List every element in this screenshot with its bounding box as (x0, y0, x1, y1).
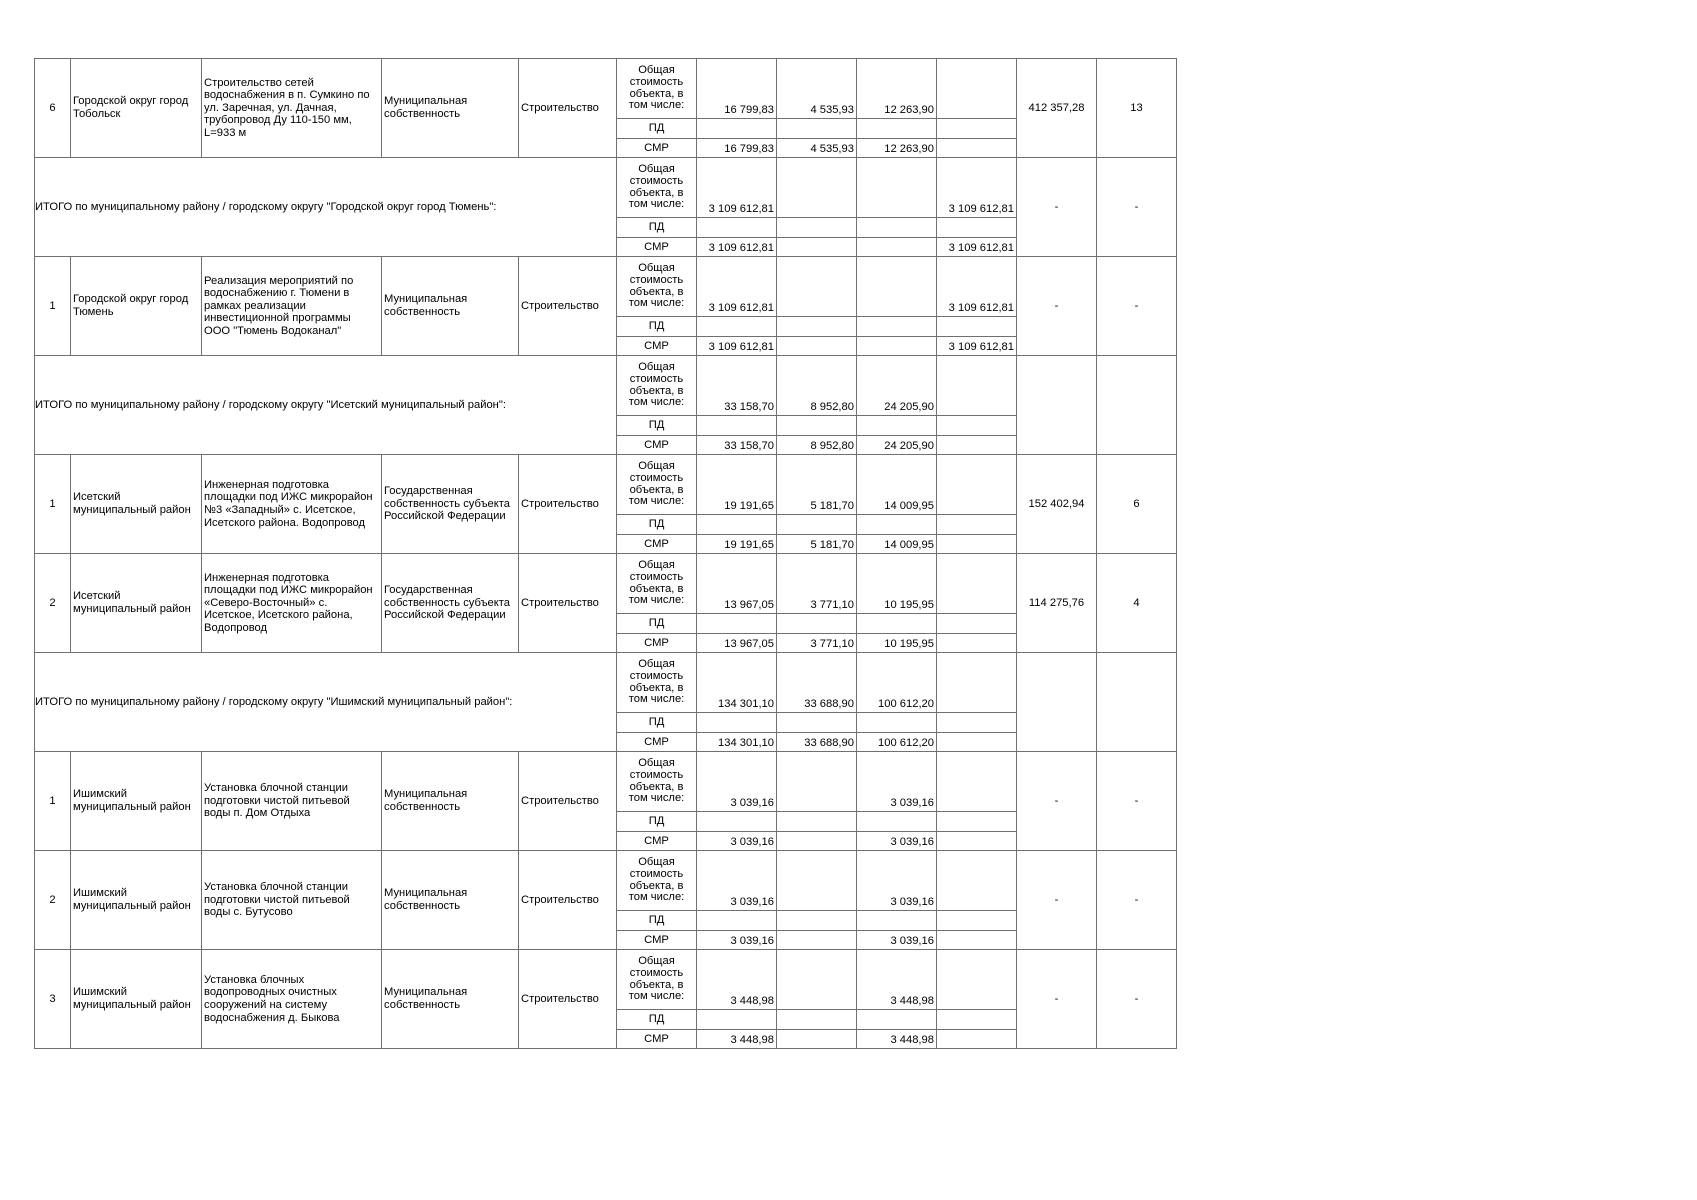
amount-cell: 5 181,70 (777, 535, 857, 554)
capacity-value: - (1017, 950, 1097, 1049)
amount-cell: 3 039,16 (697, 752, 777, 812)
amount-cell: 24 205,90 (857, 436, 937, 455)
amount-cell (777, 851, 857, 911)
cost-label-smr: СМР (617, 139, 697, 158)
amount-cell (777, 238, 857, 257)
amount-cell (937, 653, 1017, 713)
amount-cell (857, 337, 937, 356)
amount-cell (937, 1030, 1017, 1049)
cost-label-total: Общая стоимость объекта, в том числе: (617, 356, 697, 416)
amount-cell (697, 119, 777, 139)
amount-cell (937, 812, 1017, 832)
amount-cell (937, 416, 1017, 436)
amount-cell (937, 713, 1017, 733)
amount-cell (937, 436, 1017, 455)
cost-label-smr: СМР (617, 931, 697, 950)
amount-cell (937, 535, 1017, 554)
cost-label-pd: ПД (617, 317, 697, 337)
amount-cell (937, 139, 1017, 158)
amount-cell (857, 158, 937, 218)
amount-cell (697, 911, 777, 931)
amount-cell: 3 039,16 (857, 931, 937, 950)
count-value (1097, 356, 1177, 455)
amount-cell (777, 416, 857, 436)
cost-label-smr: СМР (617, 436, 697, 455)
cost-label-smr: СМР (617, 634, 697, 653)
cost-label-smr: СМР (617, 1030, 697, 1049)
amount-cell: 3 039,16 (857, 752, 937, 812)
amount-cell: 3 109 612,81 (697, 238, 777, 257)
amount-cell (777, 218, 857, 238)
amount-cell: 3 771,10 (777, 554, 857, 614)
count-value: - (1097, 158, 1177, 257)
amount-cell (937, 911, 1017, 931)
cost-label-pd: ПД (617, 515, 697, 535)
municipality-name: Ишимский муниципальный район (71, 950, 202, 1049)
table-row (35, 950, 1177, 1010)
amount-cell (777, 337, 857, 356)
amount-cell: 4 535,93 (777, 139, 857, 158)
total-row (35, 158, 1177, 218)
amount-cell: 14 009,95 (857, 455, 937, 515)
amount-cell: 3 039,16 (857, 851, 937, 911)
count-value: 6 (1097, 455, 1177, 554)
capacity-value: - (1017, 851, 1097, 950)
work-type: Строительство (519, 851, 617, 950)
object-title: Инженерная подготовка площадки под ИЖС микрорайон №3 «Западный» с. Исетское, Исетского района. Водопровод (202, 455, 382, 554)
cost-label-smr: СМР (617, 337, 697, 356)
count-value (1097, 653, 1177, 752)
amount-cell: 3 448,98 (857, 1030, 937, 1049)
cost-label-total: Общая стоимость объекта, в том числе: (617, 158, 697, 218)
amount-cell: 12 263,90 (857, 59, 937, 119)
amount-cell: 134 301,10 (697, 733, 777, 752)
row-number: 1 (35, 257, 71, 356)
amount-cell (777, 1030, 857, 1049)
municipality-name: Городской округ город Тобольск (71, 59, 202, 158)
cost-label-total: Общая стоимость объекта, в том числе: (617, 554, 697, 614)
municipality-name: Ишимский муниципальный район (71, 752, 202, 851)
amount-cell (937, 59, 1017, 119)
total-label: ИТОГО по муниципальному району / городскому округу "Ишимский муниципальный район": (35, 653, 617, 752)
amount-cell (857, 911, 937, 931)
ownership-type: Государственная собственность субъекта Российской Федерации (382, 455, 519, 554)
amount-cell: 33 688,90 (777, 733, 857, 752)
object-title: Установка блочной станции подготовки чистой питьевой воды с. Бутусово (202, 851, 382, 950)
amount-cell (777, 950, 857, 1010)
object-title: Строительство сетей водоснабжения в п. Сумкино по ул. Заречная, ул. Дачная, трубопровод Ду 110-150 мм, L=933 м (202, 59, 382, 158)
cost-label-total: Общая стоимость объекта, в том числе: (617, 950, 697, 1010)
amount-cell (857, 317, 937, 337)
amount-cell (777, 752, 857, 812)
amount-cell (857, 238, 937, 257)
capacity-value (1017, 653, 1097, 752)
cost-label-smr: СМР (617, 733, 697, 752)
object-title: Инженерная подготовка площадки под ИЖС микрорайон «Северо-Восточный» с. Исетское, Исетского района, Водопровод (202, 554, 382, 653)
work-type: Строительство (519, 455, 617, 554)
amount-cell (857, 1010, 937, 1030)
amount-cell (857, 812, 937, 832)
amount-cell: 3 448,98 (857, 950, 937, 1010)
cost-label-smr: СМР (617, 238, 697, 257)
table-row (35, 257, 1177, 317)
table-row (35, 851, 1177, 911)
ownership-type: Муниципальная собственность (382, 950, 519, 1049)
amount-cell (777, 158, 857, 218)
work-type: Строительство (519, 950, 617, 1049)
amount-cell (857, 119, 937, 139)
amount-cell (697, 317, 777, 337)
cost-label-smr: СМР (617, 832, 697, 851)
amount-cell (857, 257, 937, 317)
municipality-name: Исетский муниципальный район (71, 554, 202, 653)
amount-cell: 3 039,16 (697, 851, 777, 911)
amount-cell (857, 515, 937, 535)
amount-cell (937, 733, 1017, 752)
work-type: Строительство (519, 59, 617, 158)
amount-cell: 33 158,70 (697, 436, 777, 455)
row-number: 1 (35, 455, 71, 554)
amount-cell: 3 039,16 (857, 832, 937, 851)
amount-cell: 100 612,20 (857, 653, 937, 713)
ownership-type: Муниципальная собственность (382, 752, 519, 851)
amount-cell (697, 218, 777, 238)
object-title: Установка блочных водопроводных очистных сооружений на систему водоснабжения д. Быкова (202, 950, 382, 1049)
amount-cell (777, 1010, 857, 1030)
amount-cell: 3 448,98 (697, 950, 777, 1010)
amount-cell: 3 039,16 (697, 931, 777, 950)
object-title: Установка блочной станции подготовки чистой питьевой воды п. Дом Отдыха (202, 752, 382, 851)
municipality-name: Ишимский муниципальный район (71, 851, 202, 950)
capacity-value: 114 275,76 (1017, 554, 1097, 653)
total-row (35, 356, 1177, 416)
amount-cell (777, 812, 857, 832)
amount-cell: 3 109 612,81 (937, 257, 1017, 317)
capacity-value: 412 357,28 (1017, 59, 1097, 158)
ownership-type: Муниципальная собственность (382, 59, 519, 158)
amount-cell: 4 535,93 (777, 59, 857, 119)
amount-cell: 100 612,20 (857, 733, 937, 752)
table-row (35, 59, 1177, 119)
count-value: - (1097, 752, 1177, 851)
amount-cell (697, 713, 777, 733)
amount-cell (937, 455, 1017, 515)
amount-cell: 24 205,90 (857, 356, 937, 416)
total-label: ИТОГО по муниципальному району / городскому округу "Исетский муниципальный район": (35, 356, 617, 455)
cost-label-total: Общая стоимость объекта, в том числе: (617, 752, 697, 812)
amount-cell (777, 911, 857, 931)
amount-cell: 5 181,70 (777, 455, 857, 515)
amount-cell (777, 257, 857, 317)
objects-table (34, 58, 1177, 1049)
amount-cell: 3 771,10 (777, 634, 857, 653)
ownership-type: Муниципальная собственность (382, 851, 519, 950)
row-number: 3 (35, 950, 71, 1049)
amount-cell (697, 614, 777, 634)
amount-cell (777, 515, 857, 535)
amount-cell: 13 967,05 (697, 554, 777, 614)
cost-label-pd: ПД (617, 614, 697, 634)
amount-cell: 13 967,05 (697, 634, 777, 653)
capacity-value: - (1017, 752, 1097, 851)
amount-cell (857, 416, 937, 436)
amount-cell (777, 832, 857, 851)
amount-cell: 19 191,65 (697, 455, 777, 515)
amount-cell (937, 931, 1017, 950)
row-number: 2 (35, 851, 71, 950)
amount-cell (777, 614, 857, 634)
cost-label-pd: ПД (617, 812, 697, 832)
table-row (35, 554, 1177, 614)
object-title: Реализация мероприятий по водоснабжению г. Тюмени в рамках реализации инвестиционной программы ООО "Тюмень Водоканал" (202, 257, 382, 356)
amount-cell: 8 952,80 (777, 436, 857, 455)
amount-cell (937, 218, 1017, 238)
amount-cell (857, 614, 937, 634)
amount-cell (857, 713, 937, 733)
amount-cell: 3 109 612,81 (937, 337, 1017, 356)
amount-cell (937, 515, 1017, 535)
amount-cell (937, 119, 1017, 139)
amount-cell: 3 109 612,81 (697, 257, 777, 317)
amount-cell (937, 752, 1017, 812)
cost-label-pd: ПД (617, 713, 697, 733)
capacity-value (1017, 356, 1097, 455)
amount-cell: 10 195,95 (857, 554, 937, 614)
amount-cell (937, 851, 1017, 911)
amount-cell (937, 317, 1017, 337)
capacity-value: 152 402,94 (1017, 455, 1097, 554)
amount-cell (697, 812, 777, 832)
cost-label-pd: ПД (617, 416, 697, 436)
amount-cell: 16 799,83 (697, 139, 777, 158)
work-type: Строительство (519, 752, 617, 851)
cost-label-pd: ПД (617, 911, 697, 931)
capacity-value: - (1017, 158, 1097, 257)
amount-cell (937, 832, 1017, 851)
count-value: - (1097, 257, 1177, 356)
amount-cell: 3 109 612,81 (697, 337, 777, 356)
total-label: ИТОГО по муниципальному району / городскому округу "Городской округ город Тюмень": (35, 158, 617, 257)
amount-cell: 10 195,95 (857, 634, 937, 653)
count-value: - (1097, 950, 1177, 1049)
amount-cell (777, 713, 857, 733)
amount-cell (937, 950, 1017, 1010)
cost-label-total: Общая стоимость объекта, в том числе: (617, 59, 697, 119)
municipality-name: Исетский муниципальный район (71, 455, 202, 554)
amount-cell: 33 688,90 (777, 653, 857, 713)
amount-cell: 3 109 612,81 (697, 158, 777, 218)
work-type: Строительство (519, 257, 617, 356)
amount-cell: 134 301,10 (697, 653, 777, 713)
row-number: 6 (35, 59, 71, 158)
cost-label-total: Общая стоимость объекта, в том числе: (617, 851, 697, 911)
amount-cell: 33 158,70 (697, 356, 777, 416)
amount-cell: 3 039,16 (697, 832, 777, 851)
cost-label-total: Общая стоимость объекта, в том числе: (617, 257, 697, 317)
cost-label-total: Общая стоимость объекта, в том числе: (617, 653, 697, 713)
amount-cell (777, 931, 857, 950)
amount-cell: 3 448,98 (697, 1030, 777, 1049)
amount-cell (937, 554, 1017, 614)
amount-cell (697, 515, 777, 535)
amount-cell (937, 1010, 1017, 1030)
cost-label-pd: ПД (617, 119, 697, 139)
amount-cell (697, 1010, 777, 1030)
amount-cell: 3 109 612,81 (937, 238, 1017, 257)
table-row (35, 752, 1177, 812)
amount-cell (937, 634, 1017, 653)
amount-cell (697, 416, 777, 436)
municipality-name: Городской округ город Тюмень (71, 257, 202, 356)
ownership-type: Муниципальная собственность (382, 257, 519, 356)
cost-label-smr: СМР (617, 535, 697, 554)
amount-cell (777, 317, 857, 337)
amount-cell: 8 952,80 (777, 356, 857, 416)
ownership-type: Государственная собственность субъекта Российской Федерации (382, 554, 519, 653)
amount-cell: 19 191,65 (697, 535, 777, 554)
amount-cell (937, 356, 1017, 416)
amount-cell (857, 218, 937, 238)
amount-cell: 3 109 612,81 (937, 158, 1017, 218)
total-row (35, 653, 1177, 713)
count-value: 4 (1097, 554, 1177, 653)
amount-cell: 12 263,90 (857, 139, 937, 158)
row-number: 2 (35, 554, 71, 653)
amount-cell: 16 799,83 (697, 59, 777, 119)
amount-cell (777, 119, 857, 139)
work-type: Строительство (519, 554, 617, 653)
table-row (35, 455, 1177, 515)
cost-label-pd: ПД (617, 1010, 697, 1030)
capacity-value: - (1017, 257, 1097, 356)
count-value: 13 (1097, 59, 1177, 158)
amount-cell: 14 009,95 (857, 535, 937, 554)
row-number: 1 (35, 752, 71, 851)
count-value: - (1097, 851, 1177, 950)
cost-label-total: Общая стоимость объекта, в том числе: (617, 455, 697, 515)
cost-label-pd: ПД (617, 218, 697, 238)
amount-cell (937, 614, 1017, 634)
